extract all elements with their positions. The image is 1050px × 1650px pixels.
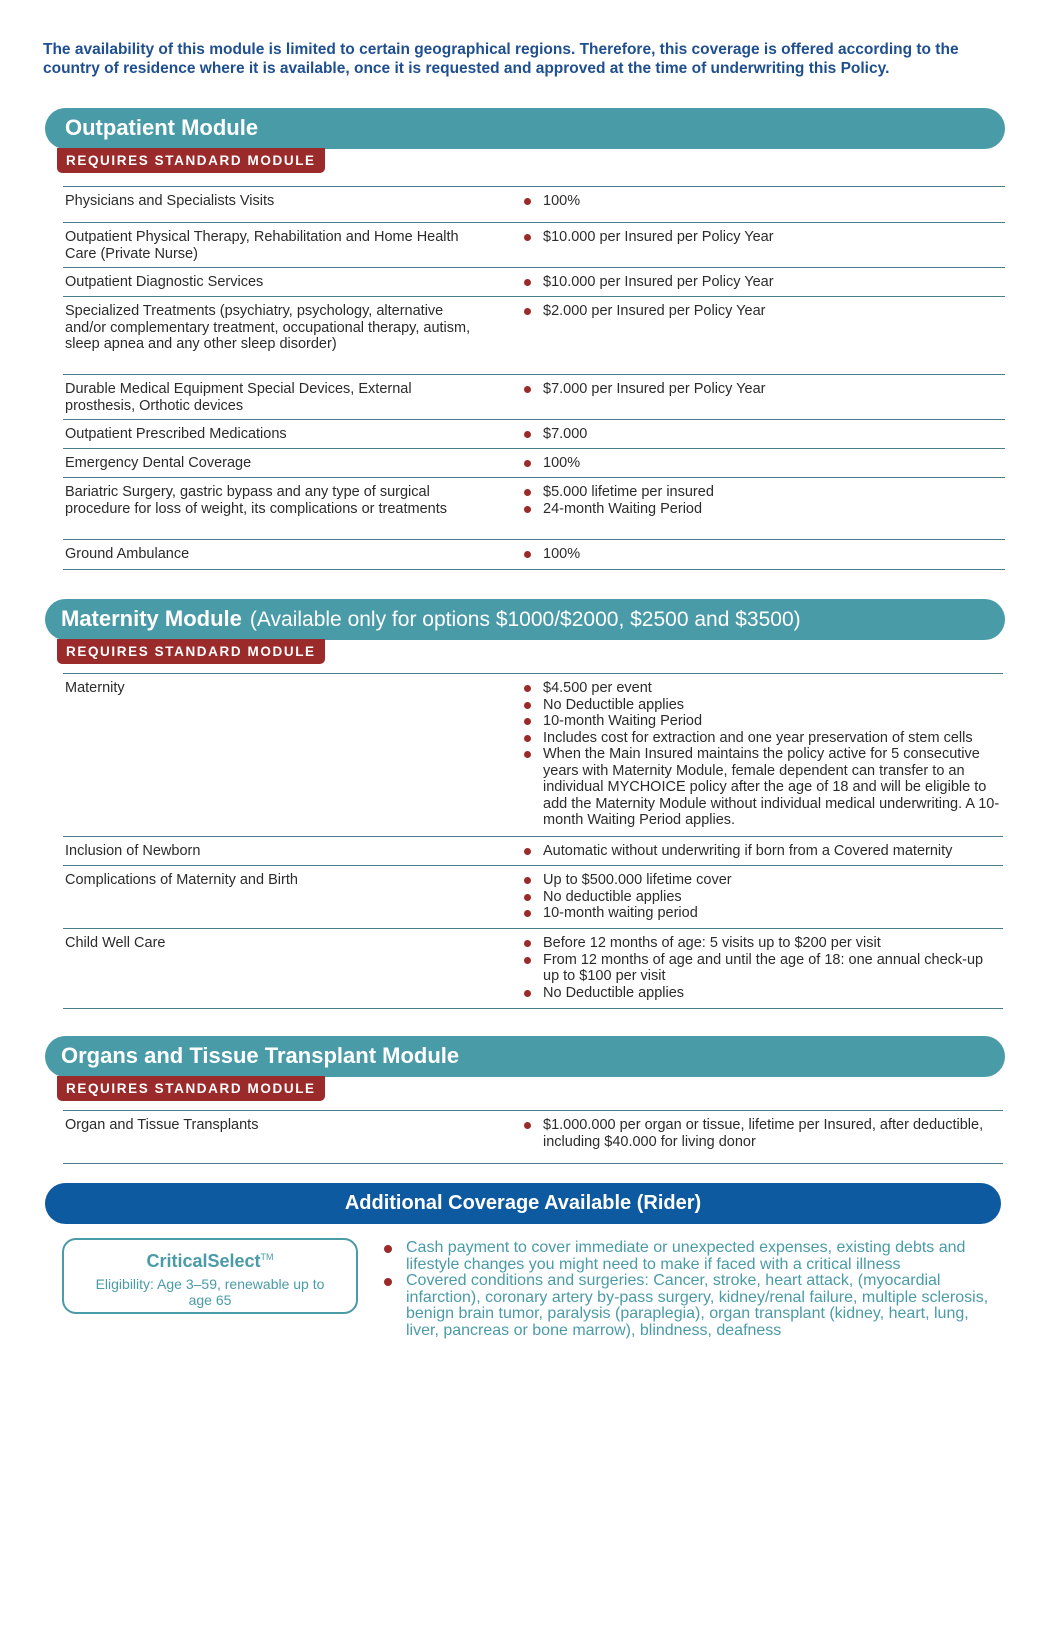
rider-heading: Additional Coverage Available (Rider) <box>45 1183 1001 1224</box>
coverage-values <box>503 229 1005 267</box>
coverage-label: Ground Ambulance <box>65 546 190 562</box>
coverage-label: Durable Medical Equipment Special Devices, External prosthesis, Orthotic devices <box>65 381 412 414</box>
module-header <box>45 108 1005 149</box>
coverage-row <box>63 187 1005 223</box>
coverage-row <box>63 837 1003 866</box>
coverage-values <box>503 680 1003 836</box>
coverage-row <box>63 1111 1003 1164</box>
coverage-row <box>63 540 1005 570</box>
module-title: Maternity Module (Available only for options $1000/$2000, $2500 and $3500) <box>61 606 801 631</box>
rider-eligibility: Eligibility: Age 3–59, renewable up to age 65 <box>95 1276 325 1308</box>
coverage-row <box>63 478 1005 540</box>
coverage-label: Outpatient Physical Therapy, Rehabilitation and Home Health Care (Private Nurse) <box>65 229 459 262</box>
coverage-row <box>63 297 1005 375</box>
maternity-module <box>45 599 1005 1001</box>
outpatient-module <box>45 108 1005 562</box>
coverage-value: $2.000 per Insured per Policy Year <box>523 303 1005 320</box>
rider-benefit: Cash payment to cover immediate or unexpected expenses, existing debts and lifestyle changes you might need to make if faced with a critical illness <box>382 1240 1002 1273</box>
coverage-value: Before 12 months of age: 5 visits up to $200 per visit <box>523 935 1003 952</box>
module-header <box>45 1036 1005 1077</box>
coverage-value: No Deductible applies <box>523 985 1003 1002</box>
coverage-value: $1.000.000 per organ or tissue, lifetime per Insured, after deductible, including $40.000 for living donor <box>523 1117 1003 1150</box>
coverage-label: Organ and Tissue Transplants <box>65 1117 259 1133</box>
coverage-value: No Deductible applies <box>523 697 1003 714</box>
coverage-value: $10.000 per Insured per Policy Year <box>523 229 1005 246</box>
coverage-row <box>63 674 1003 837</box>
coverage-values <box>503 484 1005 539</box>
coverage-label: Bariatric Surgery, gastric bypass and any type of surgical procedure for loss of weight, its complications or treatments <box>65 484 447 517</box>
rider-benefit: Covered conditions and surgeries: Cancer, stroke, heart attack, (myocardial infarction), coronary artery by-pass surgery, kidney/renal failure, multiple sclerosis, benign brain tumor, paralysis (paraplegia), organ transplant (kidney, heart, lung, liver, pancreas or bone marrow), blindness, deafness <box>382 1273 1002 1339</box>
coverage-row <box>63 268 1005 297</box>
coverage-row <box>63 420 1005 449</box>
coverage-value: From 12 months of age and until the age of 18: one annual check-up up to $100 per visit <box>523 952 1003 985</box>
coverage-values <box>503 872 1003 928</box>
coverage-values <box>503 193 1005 222</box>
critical-select-card <box>62 1238 358 1314</box>
coverage-value: $5.000 lifetime per insured <box>523 484 1005 501</box>
requires-standard-badge: REQUIRES STANDARD MODULE <box>57 639 325 664</box>
coverage-label: Outpatient Diagnostic Services <box>65 274 264 290</box>
module-header <box>45 599 1005 640</box>
rider-name: CriticalSelect™ <box>146 1251 274 1271</box>
coverage-label: Emergency Dental Coverage <box>65 455 252 471</box>
coverage-values <box>503 381 1005 419</box>
coverage-value: $7.000 <box>523 426 1005 443</box>
coverage-values <box>503 935 1003 1008</box>
module-title: Organs and Tissue Transplant Module <box>61 1043 460 1068</box>
coverage-values <box>503 274 1005 296</box>
coverage-values <box>503 546 1005 569</box>
intro-notice: The availability of this module is limited to certain geographical regions. Therefore, this coverage is offered according to the country of residence where it is available, once it is requested and approved at the time of underwriting this Policy. <box>43 41 959 77</box>
coverage-value: 10-month waiting period <box>523 905 1003 922</box>
coverage-value: Up to $500.000 lifetime cover <box>523 872 1003 889</box>
coverage-value: $4.500 per event <box>523 680 1003 697</box>
module-title: Outpatient Module <box>65 115 259 140</box>
coverage-label: Outpatient Prescribed Medications <box>65 426 287 442</box>
coverage-row <box>63 375 1005 420</box>
coverage-table <box>63 1110 1003 1164</box>
requires-standard-badge: REQUIRES STANDARD MODULE <box>57 1076 325 1101</box>
coverage-values <box>503 1117 1003 1163</box>
rider-benefits-list <box>382 1240 1002 1339</box>
coverage-row <box>63 929 1003 1009</box>
coverage-label: Specialized Treatments (psychiatry, psychology, alternative and/or complementary treatment, occupational therapy, autism, sleep apnea and any other sleep disorder) <box>65 303 471 352</box>
coverage-label: Physicians and Specialists Visits <box>65 193 275 209</box>
coverage-values <box>503 426 1005 448</box>
transplant-module <box>45 1036 1005 1150</box>
coverage-value: Automatic without underwriting if born from a Covered maternity <box>523 843 1003 860</box>
coverage-values <box>503 843 1003 865</box>
coverage-value: 24-month Waiting Period <box>523 501 1005 518</box>
coverage-value: No deductible applies <box>523 889 1003 906</box>
coverage-value: When the Main Insured maintains the policy active for 5 consecutive years with Maternity Module, female dependent can transfer to an individual MYCHOICE policy after the age of 18 and will be eligible to add the Maternity Module without individual medical underwriting. A 10-month Waiting Period applies. <box>523 746 1003 829</box>
coverage-label: Inclusion of Newborn <box>65 843 201 859</box>
coverage-row <box>63 223 1005 268</box>
coverage-row <box>63 866 1003 929</box>
trademark-mark: TM <box>260 1252 274 1262</box>
coverage-table <box>63 673 1003 1009</box>
coverage-table <box>63 186 1005 570</box>
requires-standard-badge: REQUIRES STANDARD MODULE <box>57 148 325 173</box>
coverage-label: Maternity <box>65 680 125 696</box>
coverage-value: 100% <box>523 193 1005 210</box>
coverage-label: Child Well Care <box>65 935 166 951</box>
coverage-value: Includes cost for extraction and one year preservation of stem cells <box>523 730 1003 747</box>
coverage-value: 100% <box>523 455 1005 472</box>
coverage-label: Complications of Maternity and Birth <box>65 872 298 888</box>
coverage-row <box>63 449 1005 478</box>
coverage-value: 100% <box>523 546 1005 563</box>
coverage-value: $10.000 per Insured per Policy Year <box>523 274 1005 291</box>
coverage-values <box>503 303 1005 374</box>
coverage-value: $7.000 per Insured per Policy Year <box>523 381 1005 398</box>
coverage-value: 10-month Waiting Period <box>523 713 1003 730</box>
coverage-values <box>503 455 1005 477</box>
